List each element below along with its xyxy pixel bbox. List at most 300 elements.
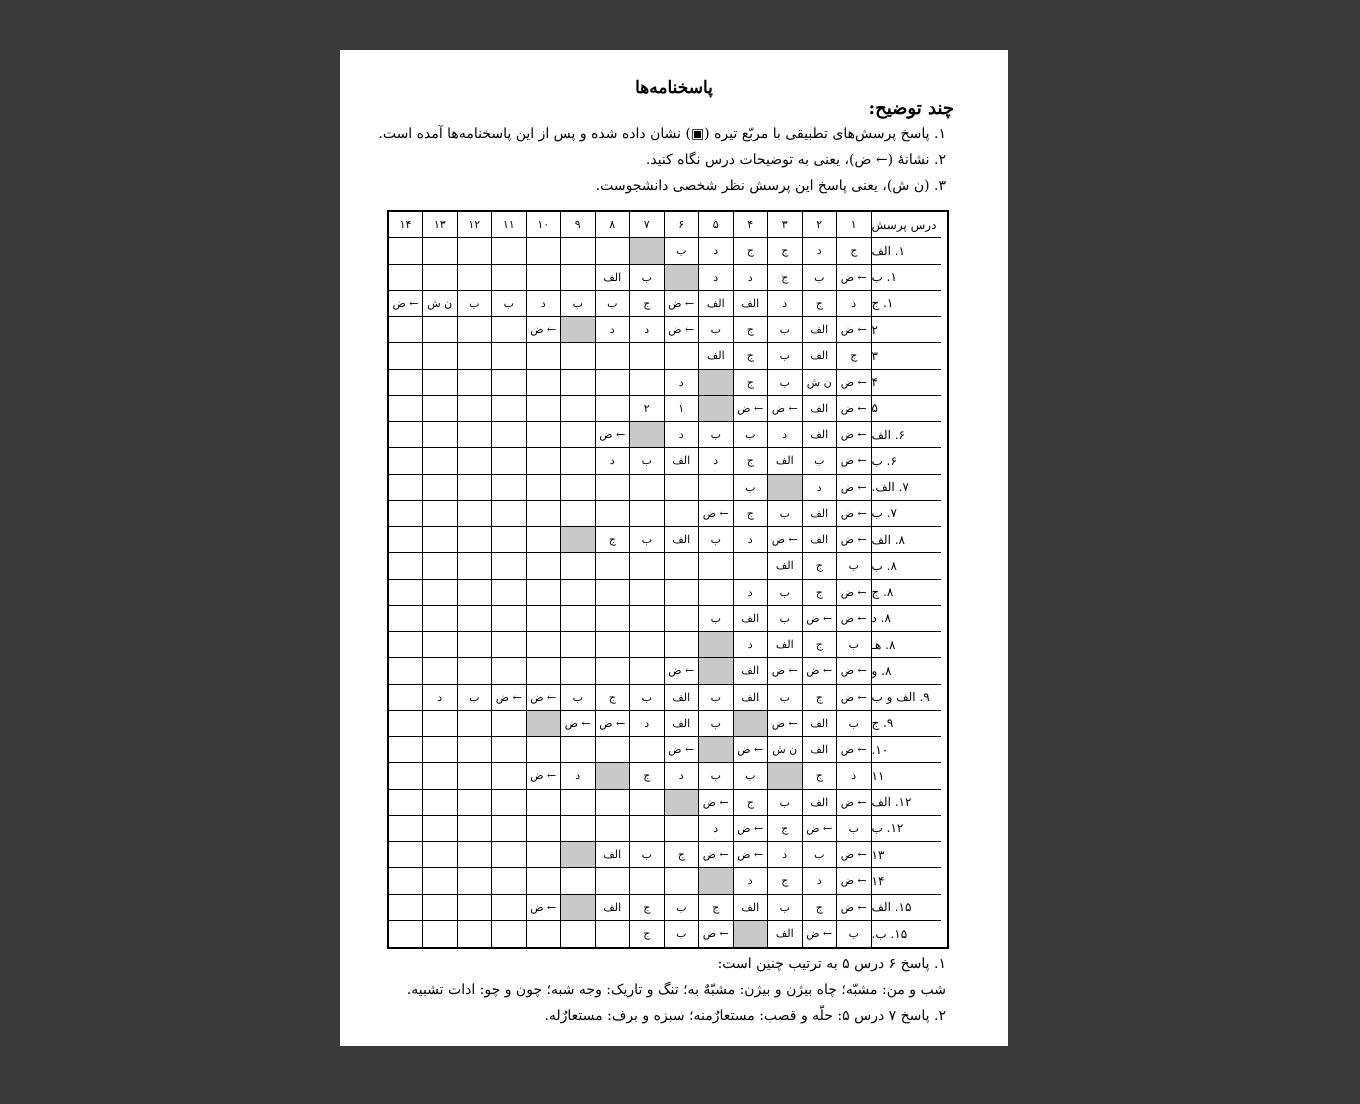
answer-cell: ب	[492, 291, 527, 317]
answer-cell: ← ض	[527, 685, 562, 711]
answer-cell: الف	[596, 842, 631, 868]
answer-cell	[596, 370, 631, 396]
answer-cell	[423, 448, 458, 474]
answer-cell	[458, 238, 493, 264]
answer-cell	[492, 763, 527, 789]
answer-cell	[389, 527, 423, 553]
answer-cell: ج	[803, 763, 838, 789]
answer-cell	[561, 448, 596, 474]
answer-cell	[389, 317, 423, 343]
answer-cell	[458, 632, 493, 658]
answer-cell: ن ش	[803, 370, 838, 396]
answer-cell: الف	[768, 553, 803, 579]
answer-cell: د	[768, 291, 803, 317]
answer-cell: الف	[734, 291, 769, 317]
answer-cell	[458, 606, 493, 632]
answer-cell	[492, 527, 527, 553]
answer-cell	[596, 238, 631, 264]
answer-cell: ب	[768, 317, 803, 343]
answer-cell: ← ض	[837, 842, 872, 868]
answer-cell: ب	[458, 291, 493, 317]
answer-cell	[492, 580, 527, 606]
answer-cell	[561, 265, 596, 291]
row-label: ۹. ج	[872, 711, 942, 737]
answer-cell: الف	[665, 448, 700, 474]
answer-cell	[389, 842, 423, 868]
answer-cell	[458, 842, 493, 868]
answer-cell	[630, 868, 665, 894]
answer-cell	[596, 501, 631, 527]
column-header: ۴	[734, 212, 769, 238]
answer-cell	[389, 763, 423, 789]
answer-cell: ← ض	[699, 842, 734, 868]
answer-cell: ب	[699, 527, 734, 553]
answer-cell: ج	[734, 238, 769, 264]
answer-cell	[596, 816, 631, 842]
answer-cell: ← ض	[699, 921, 734, 947]
answer-cell: ج	[734, 448, 769, 474]
answer-cell	[492, 816, 527, 842]
column-header: ۱۰	[527, 212, 562, 238]
answer-cell: د	[803, 868, 838, 894]
answer-cell	[527, 527, 562, 553]
row-label: ۱. ب	[872, 265, 942, 291]
answer-cell: د	[837, 291, 872, 317]
answer-cell	[665, 343, 700, 369]
row-label: ۱۳	[872, 842, 942, 868]
answer-cell: د	[803, 475, 838, 501]
answer-cell	[492, 238, 527, 264]
answer-cell	[561, 658, 596, 684]
answer-cell: الف	[803, 396, 838, 422]
answer-cell: ← ض	[561, 711, 596, 737]
row-label: ۸. ب	[872, 553, 942, 579]
answer-cell	[458, 553, 493, 579]
answer-cell	[527, 238, 562, 264]
answer-cell	[561, 553, 596, 579]
answer-cell: د	[561, 763, 596, 789]
answer-cell	[527, 501, 562, 527]
answer-cell: ب	[699, 317, 734, 343]
answer-cell: ج	[630, 763, 665, 789]
answer-cell: ج	[837, 238, 872, 264]
answer-cell: ج	[803, 685, 838, 711]
answer-cell	[492, 632, 527, 658]
answer-cell: ب	[768, 370, 803, 396]
row-label: ۸. د	[872, 606, 942, 632]
column-header: ۱۲	[458, 212, 493, 238]
answer-cell	[492, 921, 527, 947]
answer-cell: د	[803, 238, 838, 264]
answer-cell	[630, 343, 665, 369]
answer-cell: ← ض	[665, 737, 700, 763]
answer-cell	[527, 632, 562, 658]
answer-cell: ب	[803, 448, 838, 474]
answer-cell: ج	[734, 790, 769, 816]
answer-cell: د	[734, 580, 769, 606]
answer-cell: ب	[630, 448, 665, 474]
answer-cell: ← ض	[389, 291, 423, 317]
answer-cell: ب	[630, 527, 665, 553]
answer-cell: ب	[665, 895, 700, 921]
row-label: ۳	[872, 343, 942, 369]
answer-cell	[458, 422, 493, 448]
answer-cell: ← ض	[837, 527, 872, 553]
column-header: ۱۳	[423, 212, 458, 238]
answer-cell	[596, 606, 631, 632]
answer-cell: د	[734, 868, 769, 894]
answer-cell: ج	[630, 291, 665, 317]
shaded-cell	[561, 895, 596, 921]
shaded-cell	[699, 370, 734, 396]
answer-cell	[492, 317, 527, 343]
answer-cell	[561, 396, 596, 422]
answer-cell: ب	[630, 842, 665, 868]
note-2: ۲. نشانۀ (← ض)، یعنی به توضیحات درس نگاه کنید.	[645, 152, 946, 168]
answer-cell	[389, 868, 423, 894]
answer-cell: ب	[768, 343, 803, 369]
answer-cell	[423, 921, 458, 947]
shaded-cell	[768, 475, 803, 501]
answer-cell: ب	[596, 291, 631, 317]
answer-cell: ب	[768, 580, 803, 606]
answer-cell	[630, 370, 665, 396]
answer-cell	[389, 895, 423, 921]
answer-cell	[492, 265, 527, 291]
column-header: ۹	[561, 212, 596, 238]
answer-cell: ج	[630, 921, 665, 947]
answer-cell: ب	[837, 632, 872, 658]
answer-cell: ج	[596, 527, 631, 553]
answer-cell: ← ض	[837, 790, 872, 816]
answer-cell: د	[699, 448, 734, 474]
answer-cell	[389, 790, 423, 816]
answer-cell: د	[665, 422, 700, 448]
answer-cell: ← ض	[596, 711, 631, 737]
answer-cell	[458, 658, 493, 684]
answer-cell	[527, 370, 562, 396]
answer-cell	[389, 711, 423, 737]
answer-cell: ب	[803, 265, 838, 291]
shaded-cell	[561, 527, 596, 553]
answer-cell	[699, 475, 734, 501]
answer-cell: د	[768, 422, 803, 448]
answer-cell	[527, 553, 562, 579]
answer-cell: ج	[803, 895, 838, 921]
shaded-cell	[665, 265, 700, 291]
row-label: ۸. ج	[872, 580, 942, 606]
answer-cell	[596, 396, 631, 422]
answer-cell: ب	[458, 685, 493, 711]
answer-cell	[458, 763, 493, 789]
answer-cell: الف	[699, 343, 734, 369]
page-title: پاسخنامه‌ها	[635, 78, 713, 98]
answer-cell: ← ض	[837, 868, 872, 894]
answer-cell: ← ض	[837, 658, 872, 684]
answer-cell	[492, 895, 527, 921]
answer-cell	[699, 553, 734, 579]
answer-cell	[458, 501, 493, 527]
answer-cell: ← ض	[837, 396, 872, 422]
answer-cell	[423, 842, 458, 868]
answer-cell	[458, 343, 493, 369]
answer-cell	[458, 527, 493, 553]
row-label: ۱۵. الف	[872, 895, 942, 921]
answer-cell: الف	[803, 317, 838, 343]
answer-cell: ← ض	[837, 422, 872, 448]
answer-cell: ← ض	[803, 921, 838, 947]
answer-cell	[734, 553, 769, 579]
answer-cell	[596, 737, 631, 763]
answer-cell: ← ض	[492, 685, 527, 711]
answer-cell: ← ض	[837, 317, 872, 343]
answer-cell: ج	[734, 501, 769, 527]
answer-cell: ← ض	[699, 790, 734, 816]
shaded-cell	[768, 763, 803, 789]
answer-cell	[423, 868, 458, 894]
answer-cell: ۲	[630, 396, 665, 422]
answer-cell: ← ض	[734, 816, 769, 842]
answer-cell: ب	[665, 238, 700, 264]
answer-cell	[458, 737, 493, 763]
answer-cell: ← ض	[768, 711, 803, 737]
answer-cell	[561, 580, 596, 606]
row-label: ۸. و	[872, 658, 942, 684]
answer-cell	[492, 422, 527, 448]
answer-cell	[596, 658, 631, 684]
answer-cell	[458, 816, 493, 842]
answer-cell	[527, 816, 562, 842]
answer-cell: الف	[665, 685, 700, 711]
row-label: ۹. الف و ب	[872, 685, 942, 711]
row-label: ۵	[872, 396, 942, 422]
row-label: ۱۵. ب.	[871, 926, 908, 941]
answer-cell	[423, 737, 458, 763]
note-3: ۳. (ن ش)، یعنی پاسخ این پرسش نظر شخصی دانشجوست.	[595, 178, 946, 194]
shaded-cell	[699, 632, 734, 658]
column-header: ۵	[699, 212, 734, 238]
answer-cell: الف	[665, 711, 700, 737]
answer-cell	[423, 501, 458, 527]
answer-cell: الف	[699, 291, 734, 317]
answer-cell	[665, 580, 700, 606]
answer-cell: ب	[699, 422, 734, 448]
answer-cell	[527, 580, 562, 606]
answer-cell	[561, 790, 596, 816]
answer-cell	[423, 265, 458, 291]
answer-cell: ب	[837, 711, 872, 737]
answer-cell	[458, 396, 493, 422]
row-label: ۱۲. الف	[872, 790, 942, 816]
row-label: ۱. ج	[872, 291, 942, 317]
row-label: ۲	[872, 317, 942, 343]
row-label: ۱۲. ب	[872, 816, 942, 842]
document-page	[340, 50, 1008, 1046]
answer-cell	[527, 422, 562, 448]
answer-cell	[596, 868, 631, 894]
answer-cell	[389, 737, 423, 763]
answer-cell: د	[699, 238, 734, 264]
answer-cell: ج	[768, 265, 803, 291]
answer-cell	[389, 685, 423, 711]
answer-cell: ب	[837, 816, 872, 842]
answer-cell: د	[699, 816, 734, 842]
answer-cell	[527, 265, 562, 291]
answer-cell	[527, 737, 562, 763]
answer-cell	[561, 422, 596, 448]
answer-cell: ج	[734, 343, 769, 369]
answer-cell: ← ض	[596, 422, 631, 448]
answer-cell	[458, 448, 493, 474]
answer-cell: ← ض	[734, 737, 769, 763]
shaded-cell	[734, 711, 769, 737]
answer-cell: ج	[596, 685, 631, 711]
answer-cell	[423, 658, 458, 684]
answer-cell: ج	[665, 842, 700, 868]
answer-cell: ب	[768, 790, 803, 816]
answer-cell	[561, 868, 596, 894]
answer-cell	[423, 606, 458, 632]
answer-cell	[458, 711, 493, 737]
answer-cell: ← ض	[768, 396, 803, 422]
shaded-cell	[561, 317, 596, 343]
answer-cell	[561, 921, 596, 947]
answer-cell	[389, 553, 423, 579]
shaded-cell	[699, 396, 734, 422]
answer-cell	[596, 921, 631, 947]
answer-cell	[665, 868, 700, 894]
answer-cell	[458, 475, 493, 501]
answer-cell	[389, 396, 423, 422]
footnote-1: ۱. پاسخ ۶ درس ۵ به ترتیب چنین است:	[717, 956, 946, 972]
answer-cell: ج	[803, 580, 838, 606]
answer-cell	[699, 580, 734, 606]
answer-cell	[389, 475, 423, 501]
answer-cell	[527, 658, 562, 684]
answer-cell	[389, 580, 423, 606]
answer-cell: د	[665, 763, 700, 789]
answer-cell: الف	[803, 737, 838, 763]
answer-cell	[630, 658, 665, 684]
answer-cell: ← ض	[837, 606, 872, 632]
corner-header: درس پرسش	[872, 212, 942, 238]
answer-cell: د	[699, 265, 734, 291]
answer-cell: الف	[803, 343, 838, 369]
answer-cell: ب	[630, 265, 665, 291]
answer-cell: الف	[734, 895, 769, 921]
answer-cell	[596, 580, 631, 606]
answer-cell	[423, 396, 458, 422]
answer-cell	[389, 422, 423, 448]
answer-cell	[423, 632, 458, 658]
answer-cell: ← ض	[803, 606, 838, 632]
answer-cell: ← ض	[734, 396, 769, 422]
answer-cell	[596, 475, 631, 501]
answer-cell	[630, 606, 665, 632]
answer-cell	[492, 475, 527, 501]
answer-cell	[389, 816, 423, 842]
answer-cell: الف	[768, 921, 803, 947]
answer-cell: ج	[699, 895, 734, 921]
answer-cell	[492, 553, 527, 579]
answer-cell	[389, 632, 423, 658]
answer-cell	[561, 737, 596, 763]
row-label: ۱۴	[872, 868, 942, 894]
answer-cell	[389, 606, 423, 632]
answer-cell	[630, 790, 665, 816]
answer-cell: ← ض	[527, 763, 562, 789]
answer-cell	[423, 238, 458, 264]
answer-cell: ← ض	[734, 842, 769, 868]
answer-cell: ← ض	[837, 501, 872, 527]
answer-cell: د	[527, 291, 562, 317]
answer-cell: د	[768, 842, 803, 868]
answer-cell: ب	[561, 685, 596, 711]
shaded-cell	[699, 737, 734, 763]
shaded-cell	[734, 921, 769, 947]
answer-cell: ج	[768, 238, 803, 264]
answer-cell	[458, 790, 493, 816]
answer-cell	[389, 921, 423, 947]
answer-cell	[561, 501, 596, 527]
shaded-cell	[699, 658, 734, 684]
answer-cell: الف	[665, 527, 700, 553]
answer-cell	[492, 737, 527, 763]
shaded-cell	[699, 868, 734, 894]
answer-cell	[630, 553, 665, 579]
answer-cell	[630, 501, 665, 527]
answer-cell: ← ض	[665, 291, 700, 317]
answer-cell: ج	[768, 868, 803, 894]
answer-cell	[423, 343, 458, 369]
row-label: ۱۰.	[872, 737, 942, 763]
answer-cell: ج	[734, 317, 769, 343]
answer-cell: ب	[734, 475, 769, 501]
answer-cell	[458, 868, 493, 894]
answer-cell	[458, 580, 493, 606]
answer-cell	[665, 501, 700, 527]
answer-cell	[492, 790, 527, 816]
answer-cell	[527, 921, 562, 947]
answer-cell	[527, 868, 562, 894]
answer-cell: ۱	[665, 396, 700, 422]
shaded-cell	[630, 238, 665, 264]
answer-cell: ب	[768, 501, 803, 527]
answer-cell	[561, 606, 596, 632]
answer-cell	[527, 343, 562, 369]
answer-cell: ب	[630, 685, 665, 711]
answer-cell	[630, 632, 665, 658]
answer-cell: الف	[768, 632, 803, 658]
answer-cell	[389, 448, 423, 474]
answer-cell: ب	[699, 685, 734, 711]
answer-cell	[492, 711, 527, 737]
notes-heading: چند توضیح:	[868, 98, 954, 119]
answer-cell	[423, 553, 458, 579]
shaded-cell	[596, 763, 631, 789]
answer-cell	[389, 370, 423, 396]
answer-cell: ← ض	[837, 370, 872, 396]
answer-cell: ← ض	[837, 737, 872, 763]
answer-cell	[492, 501, 527, 527]
answer-cell	[527, 606, 562, 632]
answer-cell	[527, 448, 562, 474]
answer-cell	[630, 816, 665, 842]
answer-cell: ج	[803, 632, 838, 658]
answer-cell	[389, 658, 423, 684]
row-label: ۶. ب	[872, 448, 942, 474]
answer-cell: د	[423, 685, 458, 711]
